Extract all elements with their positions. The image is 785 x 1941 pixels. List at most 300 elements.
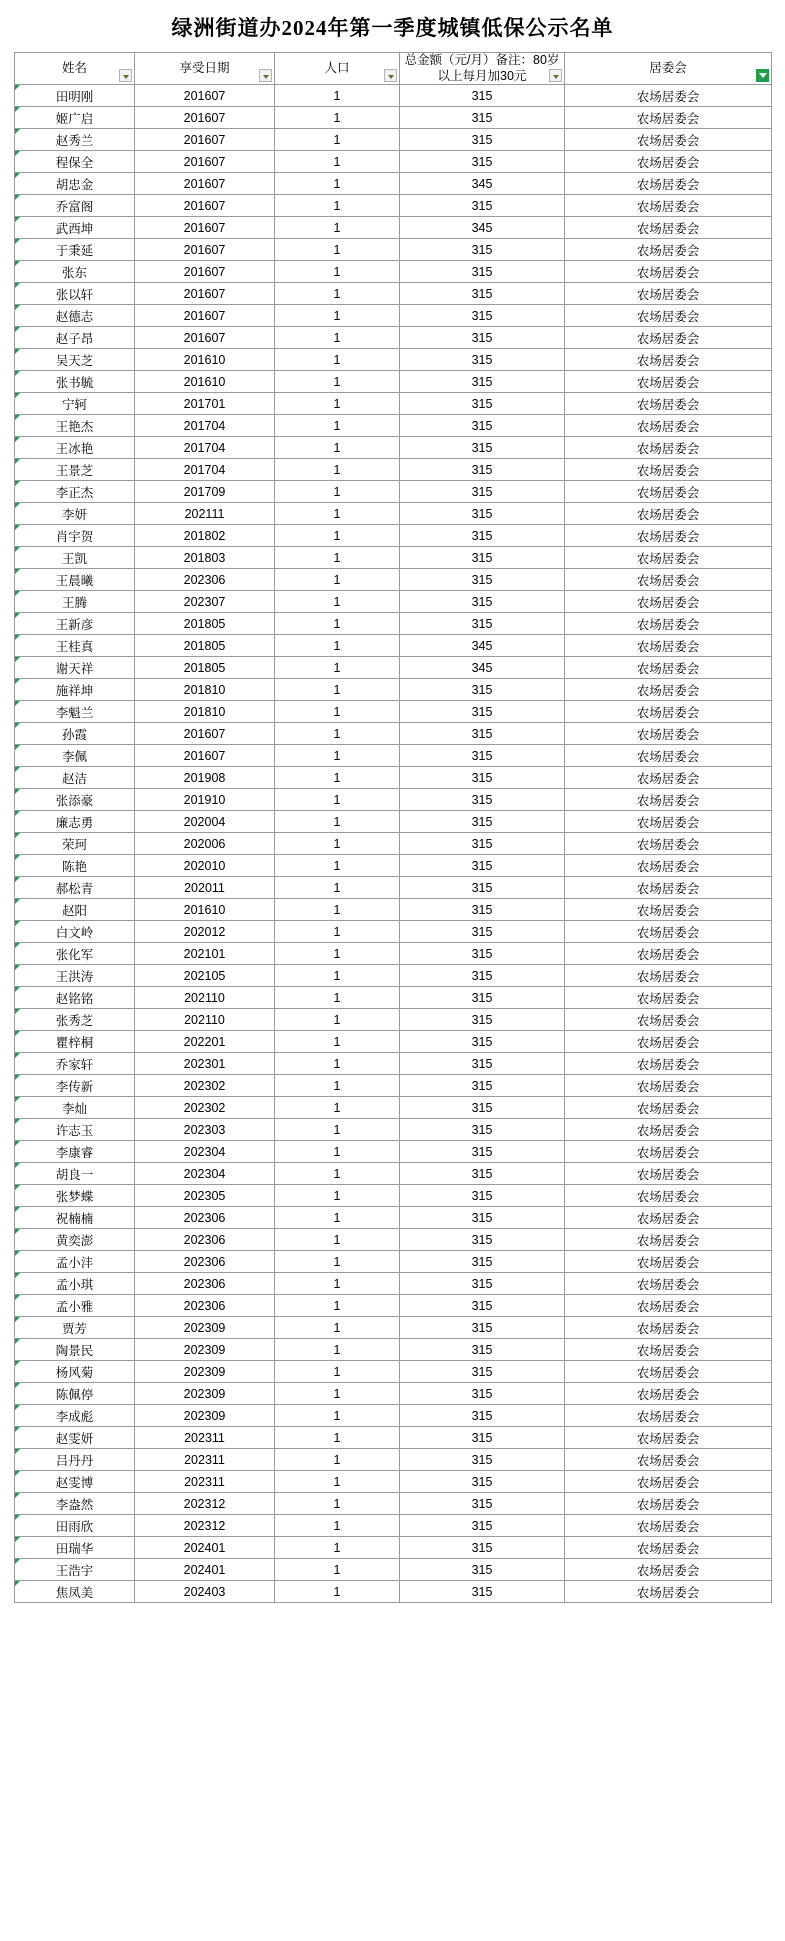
table-row — [15, 1185, 772, 1207]
cell-name: 杨风菊 — [15, 1361, 135, 1383]
cell-amount: 315 — [400, 1185, 565, 1207]
cell-population: 1 — [275, 899, 400, 921]
table-row — [15, 899, 772, 921]
cell-population: 1 — [275, 107, 400, 129]
cell-date: 202309 — [135, 1405, 275, 1427]
cell-date: 201704 — [135, 415, 275, 437]
cell-population: 1 — [275, 547, 400, 569]
cell-name: 张书毓 — [15, 371, 135, 393]
table-row — [15, 635, 772, 657]
cell-amount: 315 — [400, 1383, 565, 1405]
cell-population: 1 — [275, 767, 400, 789]
cell-name: 胡忠金 — [15, 173, 135, 195]
cell-committee: 农场居委会 — [565, 349, 772, 371]
cell-amount: 315 — [400, 965, 565, 987]
cell-amount: 315 — [400, 1339, 565, 1361]
cell-population: 1 — [275, 1559, 400, 1581]
column-header-2 — [135, 53, 275, 85]
cell-amount: 315 — [400, 239, 565, 261]
cell-date: 201607 — [135, 85, 275, 107]
cell-committee: 农场居委会 — [565, 371, 772, 393]
cell-date: 201704 — [135, 459, 275, 481]
cell-name: 陈佩停 — [15, 1383, 135, 1405]
cell-population: 1 — [275, 723, 400, 745]
cell-date: 202301 — [135, 1053, 275, 1075]
column-header-label: 享受日期 — [179, 60, 230, 75]
cell-name: 王凯 — [15, 547, 135, 569]
cell-date: 202401 — [135, 1537, 275, 1559]
cell-committee: 农场居委会 — [565, 1075, 772, 1097]
cell-amount: 315 — [400, 723, 565, 745]
cell-date: 202306 — [135, 1295, 275, 1317]
cell-amount: 315 — [400, 943, 565, 965]
table-row — [15, 283, 772, 305]
table-row — [15, 613, 772, 635]
cell-name: 李正杰 — [15, 481, 135, 503]
cell-name: 施祥坤 — [15, 679, 135, 701]
cell-committee: 农场居委会 — [565, 1251, 772, 1273]
cell-committee: 农场居委会 — [565, 1009, 772, 1031]
column-header-label: 人口 — [324, 60, 350, 75]
cell-committee: 农场居委会 — [565, 547, 772, 569]
cell-name: 赵子昂 — [15, 327, 135, 349]
cell-name: 祝楠楠 — [15, 1207, 135, 1229]
table-row — [15, 965, 772, 987]
cell-date: 201704 — [135, 437, 275, 459]
cell-amount: 315 — [400, 1053, 565, 1075]
table-row — [15, 195, 772, 217]
cell-population: 1 — [275, 327, 400, 349]
cell-committee: 农场居委会 — [565, 833, 772, 855]
cell-amount: 315 — [400, 371, 565, 393]
cell-committee: 农场居委会 — [565, 239, 772, 261]
cell-amount: 315 — [400, 1471, 565, 1493]
cell-name: 王晨曦 — [15, 569, 135, 591]
column-header-3 — [275, 53, 400, 85]
cell-amount: 315 — [400, 701, 565, 723]
cell-population: 1 — [275, 1207, 400, 1229]
cell-committee: 农场居委会 — [565, 899, 772, 921]
table-row — [15, 459, 772, 481]
cell-population: 1 — [275, 1317, 400, 1339]
cell-committee: 农场居委会 — [565, 1559, 772, 1581]
table-row — [15, 415, 772, 437]
header-row — [15, 53, 772, 85]
column-header-5 — [565, 53, 772, 85]
column-header-1 — [15, 53, 135, 85]
cell-amount: 315 — [400, 1317, 565, 1339]
cell-committee: 农场居委会 — [565, 1119, 772, 1141]
cell-amount: 315 — [400, 855, 565, 877]
cell-population: 1 — [275, 1339, 400, 1361]
cell-name: 孟小雅 — [15, 1295, 135, 1317]
cell-name: 赵雯妍 — [15, 1427, 135, 1449]
cell-date: 202309 — [135, 1383, 275, 1405]
cell-date: 201607 — [135, 327, 275, 349]
cell-amount: 315 — [400, 679, 565, 701]
cell-name: 赵铭铭 — [15, 987, 135, 1009]
cell-name: 王桂真 — [15, 635, 135, 657]
cell-amount: 315 — [400, 1537, 565, 1559]
cell-name: 张添豪 — [15, 789, 135, 811]
cell-amount: 315 — [400, 1405, 565, 1427]
cell-population: 1 — [275, 591, 400, 613]
table-row — [15, 1339, 772, 1361]
cell-population: 1 — [275, 85, 400, 107]
cell-date: 202311 — [135, 1471, 275, 1493]
table-row — [15, 107, 772, 129]
cell-date: 202312 — [135, 1515, 275, 1537]
cell-date: 201805 — [135, 613, 275, 635]
cell-date: 202306 — [135, 1273, 275, 1295]
cell-committee: 农场居委会 — [565, 1273, 772, 1295]
cell-committee: 农场居委会 — [565, 305, 772, 327]
table-row — [15, 1515, 772, 1537]
cell-amount: 315 — [400, 481, 565, 503]
filter-dropdown-icon[interactable] — [384, 69, 397, 82]
table-row — [15, 1053, 772, 1075]
cell-name: 田瑞华 — [15, 1537, 135, 1559]
cell-population: 1 — [275, 437, 400, 459]
cell-date: 202010 — [135, 855, 275, 877]
cell-amount: 315 — [400, 1009, 565, 1031]
cell-population: 1 — [275, 657, 400, 679]
column-header-4 — [400, 53, 565, 85]
cell-date: 201607 — [135, 129, 275, 151]
cell-population: 1 — [275, 1053, 400, 1075]
cell-date: 201810 — [135, 679, 275, 701]
table-row — [15, 261, 772, 283]
table-row — [15, 173, 772, 195]
table-row — [15, 1493, 772, 1515]
cell-date: 201803 — [135, 547, 275, 569]
cell-population: 1 — [275, 811, 400, 833]
cell-committee: 农场居委会 — [565, 1053, 772, 1075]
cell-date: 201607 — [135, 217, 275, 239]
cell-name: 赵秀兰 — [15, 129, 135, 151]
cell-name: 谢天祥 — [15, 657, 135, 679]
cell-date: 201610 — [135, 899, 275, 921]
cell-committee: 农场居委会 — [565, 613, 772, 635]
cell-date: 202309 — [135, 1339, 275, 1361]
cell-amount: 345 — [400, 657, 565, 679]
cell-name: 张东 — [15, 261, 135, 283]
cell-population: 1 — [275, 789, 400, 811]
cell-name: 田明刚 — [15, 85, 135, 107]
cell-population: 1 — [275, 195, 400, 217]
cell-population: 1 — [275, 459, 400, 481]
cell-amount: 315 — [400, 1581, 565, 1603]
cell-amount: 315 — [400, 1229, 565, 1251]
table-row — [15, 349, 772, 371]
cell-date: 201607 — [135, 107, 275, 129]
cell-amount: 315 — [400, 921, 565, 943]
cell-committee: 农场居委会 — [565, 393, 772, 415]
cell-committee: 农场居委会 — [565, 85, 772, 107]
cell-committee: 农场居委会 — [565, 1493, 772, 1515]
cell-population: 1 — [275, 305, 400, 327]
cell-date: 201607 — [135, 261, 275, 283]
cell-amount: 315 — [400, 305, 565, 327]
cell-name: 黄奕澎 — [15, 1229, 135, 1251]
cell-population: 1 — [275, 635, 400, 657]
cell-name: 李妍 — [15, 503, 135, 525]
table-row — [15, 1119, 772, 1141]
cell-date: 201607 — [135, 239, 275, 261]
cell-amount: 315 — [400, 877, 565, 899]
cell-amount: 315 — [400, 1273, 565, 1295]
cell-date: 202306 — [135, 1207, 275, 1229]
table-row — [15, 1427, 772, 1449]
table-row — [15, 151, 772, 173]
cell-population: 1 — [275, 1163, 400, 1185]
filter-dropdown-icon[interactable] — [756, 69, 769, 82]
cell-population: 1 — [275, 1119, 400, 1141]
cell-date: 202309 — [135, 1317, 275, 1339]
table-row — [15, 1097, 772, 1119]
cell-date: 201908 — [135, 767, 275, 789]
table-row — [15, 1405, 772, 1427]
cell-population: 1 — [275, 1537, 400, 1559]
table-row — [15, 525, 772, 547]
cell-amount: 315 — [400, 1075, 565, 1097]
cell-committee: 农场居委会 — [565, 1097, 772, 1119]
cell-committee: 农场居委会 — [565, 481, 772, 503]
cell-population: 1 — [275, 1295, 400, 1317]
cell-committee: 农场居委会 — [565, 679, 772, 701]
cell-date: 201607 — [135, 745, 275, 767]
table-row — [15, 1229, 772, 1251]
cell-committee: 农场居委会 — [565, 943, 772, 965]
cell-amount: 315 — [400, 789, 565, 811]
table-row — [15, 1295, 772, 1317]
cell-amount: 315 — [400, 195, 565, 217]
cell-date: 202012 — [135, 921, 275, 943]
table-row — [15, 1141, 772, 1163]
cell-amount: 315 — [400, 1251, 565, 1273]
table-row — [15, 1449, 772, 1471]
cell-committee: 农场居委会 — [565, 1581, 772, 1603]
cell-committee: 农场居委会 — [565, 855, 772, 877]
cell-name: 孟小琪 — [15, 1273, 135, 1295]
cell-date: 201805 — [135, 635, 275, 657]
cell-date: 202303 — [135, 1119, 275, 1141]
table-row — [15, 393, 772, 415]
filter-dropdown-icon[interactable] — [259, 69, 272, 82]
table-row — [15, 789, 772, 811]
cell-population: 1 — [275, 1449, 400, 1471]
cell-amount: 315 — [400, 107, 565, 129]
table-row — [15, 371, 772, 393]
cell-name: 荣珂 — [15, 833, 135, 855]
cell-date: 202011 — [135, 877, 275, 899]
cell-name: 陈艳 — [15, 855, 135, 877]
cell-name: 赵洁 — [15, 767, 135, 789]
cell-name: 孙霞 — [15, 723, 135, 745]
cell-date: 202306 — [135, 1251, 275, 1273]
cell-name: 王景芝 — [15, 459, 135, 481]
cell-committee: 农场居委会 — [565, 1207, 772, 1229]
cell-name: 李盎然 — [15, 1493, 135, 1515]
cell-committee: 农场居委会 — [565, 745, 772, 767]
cell-population: 1 — [275, 679, 400, 701]
cell-population: 1 — [275, 1097, 400, 1119]
cell-committee: 农场居委会 — [565, 525, 772, 547]
cell-amount: 315 — [400, 745, 565, 767]
table-row — [15, 481, 772, 503]
cell-amount: 345 — [400, 173, 565, 195]
table-row — [15, 767, 772, 789]
cell-name: 李成彪 — [15, 1405, 135, 1427]
cell-population: 1 — [275, 1075, 400, 1097]
cell-amount: 315 — [400, 437, 565, 459]
table-row — [15, 679, 772, 701]
cell-committee: 农场居委会 — [565, 657, 772, 679]
cell-name: 王冰艳 — [15, 437, 135, 459]
table-row — [15, 217, 772, 239]
cell-amount: 315 — [400, 349, 565, 371]
table-row — [15, 811, 772, 833]
cell-name: 乔家轩 — [15, 1053, 135, 1075]
cell-date: 201607 — [135, 305, 275, 327]
table-row — [15, 657, 772, 679]
cell-committee: 农场居委会 — [565, 327, 772, 349]
cell-name: 程保全 — [15, 151, 135, 173]
cell-name: 吴天芝 — [15, 349, 135, 371]
cell-name: 李传新 — [15, 1075, 135, 1097]
filter-dropdown-icon[interactable] — [119, 69, 132, 82]
cell-population: 1 — [275, 1273, 400, 1295]
cell-date: 202305 — [135, 1185, 275, 1207]
cell-date: 201607 — [135, 173, 275, 195]
cell-population: 1 — [275, 1229, 400, 1251]
cell-date: 202306 — [135, 1229, 275, 1251]
cell-date: 201805 — [135, 657, 275, 679]
cell-population: 1 — [275, 261, 400, 283]
cell-population: 1 — [275, 1471, 400, 1493]
cell-committee: 农场居委会 — [565, 1405, 772, 1427]
cell-date: 202302 — [135, 1097, 275, 1119]
cell-committee: 农场居委会 — [565, 965, 772, 987]
cell-name: 武西坤 — [15, 217, 135, 239]
table-row — [15, 1207, 772, 1229]
cell-name: 贾芳 — [15, 1317, 135, 1339]
cell-date: 201607 — [135, 283, 275, 305]
cell-amount: 315 — [400, 1295, 565, 1317]
cell-name: 赵德志 — [15, 305, 135, 327]
cell-population: 1 — [275, 1031, 400, 1053]
cell-population: 1 — [275, 1141, 400, 1163]
cell-name: 许志玉 — [15, 1119, 135, 1141]
cell-amount: 315 — [400, 327, 565, 349]
cell-date: 201701 — [135, 393, 275, 415]
cell-population: 1 — [275, 877, 400, 899]
cell-committee: 农场居委会 — [565, 173, 772, 195]
cell-name: 王艳杰 — [15, 415, 135, 437]
cell-name: 王腾 — [15, 591, 135, 613]
cell-committee: 农场居委会 — [565, 1317, 772, 1339]
cell-date: 202311 — [135, 1449, 275, 1471]
cell-population: 1 — [275, 1427, 400, 1449]
table-row — [15, 1075, 772, 1097]
cell-name: 孟小沣 — [15, 1251, 135, 1273]
cell-amount: 315 — [400, 547, 565, 569]
cell-date: 202004 — [135, 811, 275, 833]
cell-population: 1 — [275, 415, 400, 437]
cell-committee: 农场居委会 — [565, 701, 772, 723]
cell-name: 于秉延 — [15, 239, 135, 261]
cell-name: 张梦蝶 — [15, 1185, 135, 1207]
cell-name: 肖宇贺 — [15, 525, 135, 547]
cell-committee: 农场居委会 — [565, 1427, 772, 1449]
table-row — [15, 1581, 772, 1603]
filter-dropdown-icon[interactable] — [549, 69, 562, 82]
cell-amount: 315 — [400, 129, 565, 151]
cell-committee: 农场居委会 — [565, 789, 772, 811]
cell-amount: 315 — [400, 1427, 565, 1449]
table-row — [15, 591, 772, 613]
cell-committee: 农场居委会 — [565, 1339, 772, 1361]
cell-amount: 315 — [400, 393, 565, 415]
table-row — [15, 1471, 772, 1493]
cell-committee: 农场居委会 — [565, 1163, 772, 1185]
page-title: 绿洲街道办2024年第一季度城镇低保公示名单 — [171, 16, 614, 40]
cell-population: 1 — [275, 503, 400, 525]
cell-date: 202306 — [135, 569, 275, 591]
cell-date: 201607 — [135, 195, 275, 217]
cell-amount: 315 — [400, 1097, 565, 1119]
cell-date: 201607 — [135, 151, 275, 173]
cell-population: 1 — [275, 481, 400, 503]
table-row — [15, 1383, 772, 1405]
low-income-disclosure-table — [14, 52, 772, 1603]
cell-date: 201810 — [135, 701, 275, 723]
cell-committee: 农场居委会 — [565, 261, 772, 283]
cell-population: 1 — [275, 1405, 400, 1427]
cell-population: 1 — [275, 239, 400, 261]
cell-date: 201607 — [135, 723, 275, 745]
cell-population: 1 — [275, 283, 400, 305]
cell-date: 202101 — [135, 943, 275, 965]
cell-amount: 315 — [400, 1119, 565, 1141]
cell-amount: 315 — [400, 1031, 565, 1053]
cell-name: 胡良一 — [15, 1163, 135, 1185]
cell-population: 1 — [275, 921, 400, 943]
cell-committee: 农场居委会 — [565, 437, 772, 459]
table-body — [15, 85, 772, 1603]
cell-population: 1 — [275, 1185, 400, 1207]
table-row — [15, 1251, 772, 1273]
cell-committee: 农场居委会 — [565, 129, 772, 151]
cell-committee: 农场居委会 — [565, 1031, 772, 1053]
cell-population: 1 — [275, 613, 400, 635]
cell-committee: 农场居委会 — [565, 591, 772, 613]
table-row — [15, 1163, 772, 1185]
cell-date: 202304 — [135, 1141, 275, 1163]
cell-population: 1 — [275, 1251, 400, 1273]
cell-committee: 农场居委会 — [565, 635, 772, 657]
table-row — [15, 239, 772, 261]
table-row — [15, 1537, 772, 1559]
table-row — [15, 1361, 772, 1383]
cell-date: 202111 — [135, 503, 275, 525]
cell-date: 202110 — [135, 987, 275, 1009]
cell-population: 1 — [275, 151, 400, 173]
column-header-label: 总金额（元/月）备注：80岁以上每月加30元 — [404, 53, 560, 83]
cell-amount: 315 — [400, 987, 565, 1009]
cell-committee: 农场居委会 — [565, 459, 772, 481]
cell-population: 1 — [275, 371, 400, 393]
